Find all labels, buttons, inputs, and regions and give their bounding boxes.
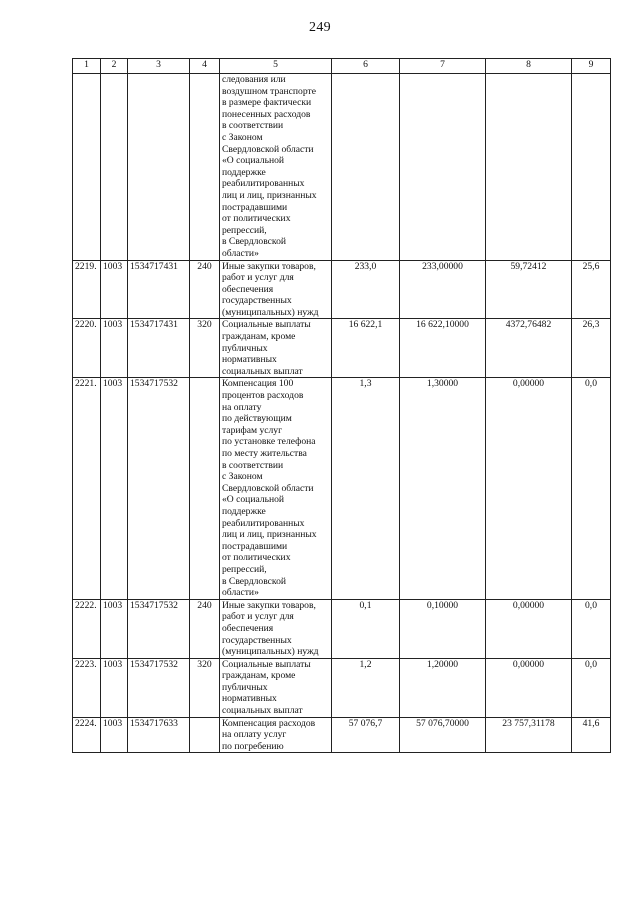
column-header-6: 6 bbox=[332, 59, 400, 74]
table-row bbox=[73, 319, 611, 378]
value-col-8: 0,00000 bbox=[486, 378, 572, 599]
value-col-8: 0,00000 bbox=[486, 599, 572, 658]
section-code: 1003 bbox=[101, 319, 128, 378]
section-code: 1003 bbox=[101, 717, 128, 753]
section-code: 1003 bbox=[101, 378, 128, 599]
table-row bbox=[73, 658, 611, 717]
column-header-1: 1 bbox=[73, 59, 101, 74]
expense-type-code bbox=[190, 378, 220, 599]
value-col-7: 16 622,10000 bbox=[400, 319, 486, 378]
value-col-9: 0,0 bbox=[572, 658, 611, 717]
value-col-9: 41,6 bbox=[572, 717, 611, 753]
value-col-6: 0,1 bbox=[332, 599, 400, 658]
item-name: Иные закупки товаров, работ и услуг для обеспечения государственных (муниципальных) нужд bbox=[220, 599, 332, 658]
target-article-code: 1534717532 bbox=[128, 658, 190, 717]
column-header-5: 5 bbox=[220, 59, 332, 74]
expense-type-code bbox=[190, 74, 220, 261]
value-col-6: 233,0 bbox=[332, 260, 400, 319]
value-col-8 bbox=[486, 74, 572, 261]
table-row bbox=[73, 717, 611, 753]
expense-type-code: 320 bbox=[190, 658, 220, 717]
budget-table bbox=[72, 58, 611, 753]
value-col-9 bbox=[572, 74, 611, 261]
value-col-8: 0,00000 bbox=[486, 658, 572, 717]
value-col-7 bbox=[400, 74, 486, 261]
row-number: 2220. bbox=[73, 319, 101, 378]
column-header-3: 3 bbox=[128, 59, 190, 74]
column-header-4: 4 bbox=[190, 59, 220, 74]
value-col-7: 57 076,70000 bbox=[400, 717, 486, 753]
target-article-code: 1534717532 bbox=[128, 378, 190, 599]
value-col-9: 0,0 bbox=[572, 378, 611, 599]
section-code: 1003 bbox=[101, 599, 128, 658]
page-number: 249 bbox=[309, 20, 331, 35]
value-col-6: 57 076,7 bbox=[332, 717, 400, 753]
value-col-6: 1,2 bbox=[332, 658, 400, 717]
target-article-code: 1534717532 bbox=[128, 599, 190, 658]
column-header-8: 8 bbox=[486, 59, 572, 74]
section-code bbox=[101, 74, 128, 261]
expense-type-code: 240 bbox=[190, 260, 220, 319]
table-row bbox=[73, 378, 611, 599]
item-name: Социальные выплаты гражданам, кроме публичных нормативных социальных выплат bbox=[220, 658, 332, 717]
target-article-code: 1534717431 bbox=[128, 260, 190, 319]
value-col-6: 16 622,1 bbox=[332, 319, 400, 378]
value-col-7: 233,00000 bbox=[400, 260, 486, 319]
value-col-9: 0,0 bbox=[572, 599, 611, 658]
table-row bbox=[73, 599, 611, 658]
row-number bbox=[73, 74, 101, 261]
value-col-8: 4372,76482 bbox=[486, 319, 572, 378]
target-article-code: 1534717431 bbox=[128, 319, 190, 378]
item-name: Компенсация 100 процентов расходов на оплату по действующим тарифам услуг по установке телефона по месту жительства в соответствии с Законом Свердловской области «О социальной поддержке реабилитированных лиц и лиц, признанных пострадавшими от политических репрессий, в Свердловской области» bbox=[220, 378, 332, 599]
item-name: Социальные выплаты гражданам, кроме публичных нормативных социальных выплат bbox=[220, 319, 332, 378]
value-col-7: 0,10000 bbox=[400, 599, 486, 658]
target-article-code: 1534717633 bbox=[128, 717, 190, 753]
section-code: 1003 bbox=[101, 658, 128, 717]
value-col-8: 23 757,31178 bbox=[486, 717, 572, 753]
column-header-9: 9 bbox=[572, 59, 611, 74]
row-number: 2222. bbox=[73, 599, 101, 658]
column-header-7: 7 bbox=[400, 59, 486, 74]
item-name: Иные закупки товаров, работ и услуг для обеспечения государственных (муниципальных) нужд bbox=[220, 260, 332, 319]
table-row bbox=[73, 74, 611, 261]
expense-type-code: 320 bbox=[190, 319, 220, 378]
header-row bbox=[73, 59, 611, 74]
row-number: 2221. bbox=[73, 378, 101, 599]
value-col-6: 1,3 bbox=[332, 378, 400, 599]
value-col-6 bbox=[332, 74, 400, 261]
section-code: 1003 bbox=[101, 260, 128, 319]
row-number: 2223. bbox=[73, 658, 101, 717]
expense-type-code bbox=[190, 717, 220, 753]
column-header-2: 2 bbox=[101, 59, 128, 74]
item-name: Компенсация расходов на оплату услуг по погребению bbox=[220, 717, 332, 753]
item-name: следования или воздушном транспорте в размере фактически понесенных расходов в соответствии с Законом Свердловской области «О социальной поддержке реабилитированных лиц и лиц, признанных пострадавшими от политических репрессий, в Свердловской области» bbox=[220, 74, 332, 261]
value-col-9: 25,6 bbox=[572, 260, 611, 319]
value-col-8: 59,72412 bbox=[486, 260, 572, 319]
expense-type-code: 240 bbox=[190, 599, 220, 658]
table-row bbox=[73, 260, 611, 319]
target-article-code bbox=[128, 74, 190, 261]
row-number: 2219. bbox=[73, 260, 101, 319]
value-col-7: 1,20000 bbox=[400, 658, 486, 717]
value-col-7: 1,30000 bbox=[400, 378, 486, 599]
value-col-9: 26,3 bbox=[572, 319, 611, 378]
row-number: 2224. bbox=[73, 717, 101, 753]
